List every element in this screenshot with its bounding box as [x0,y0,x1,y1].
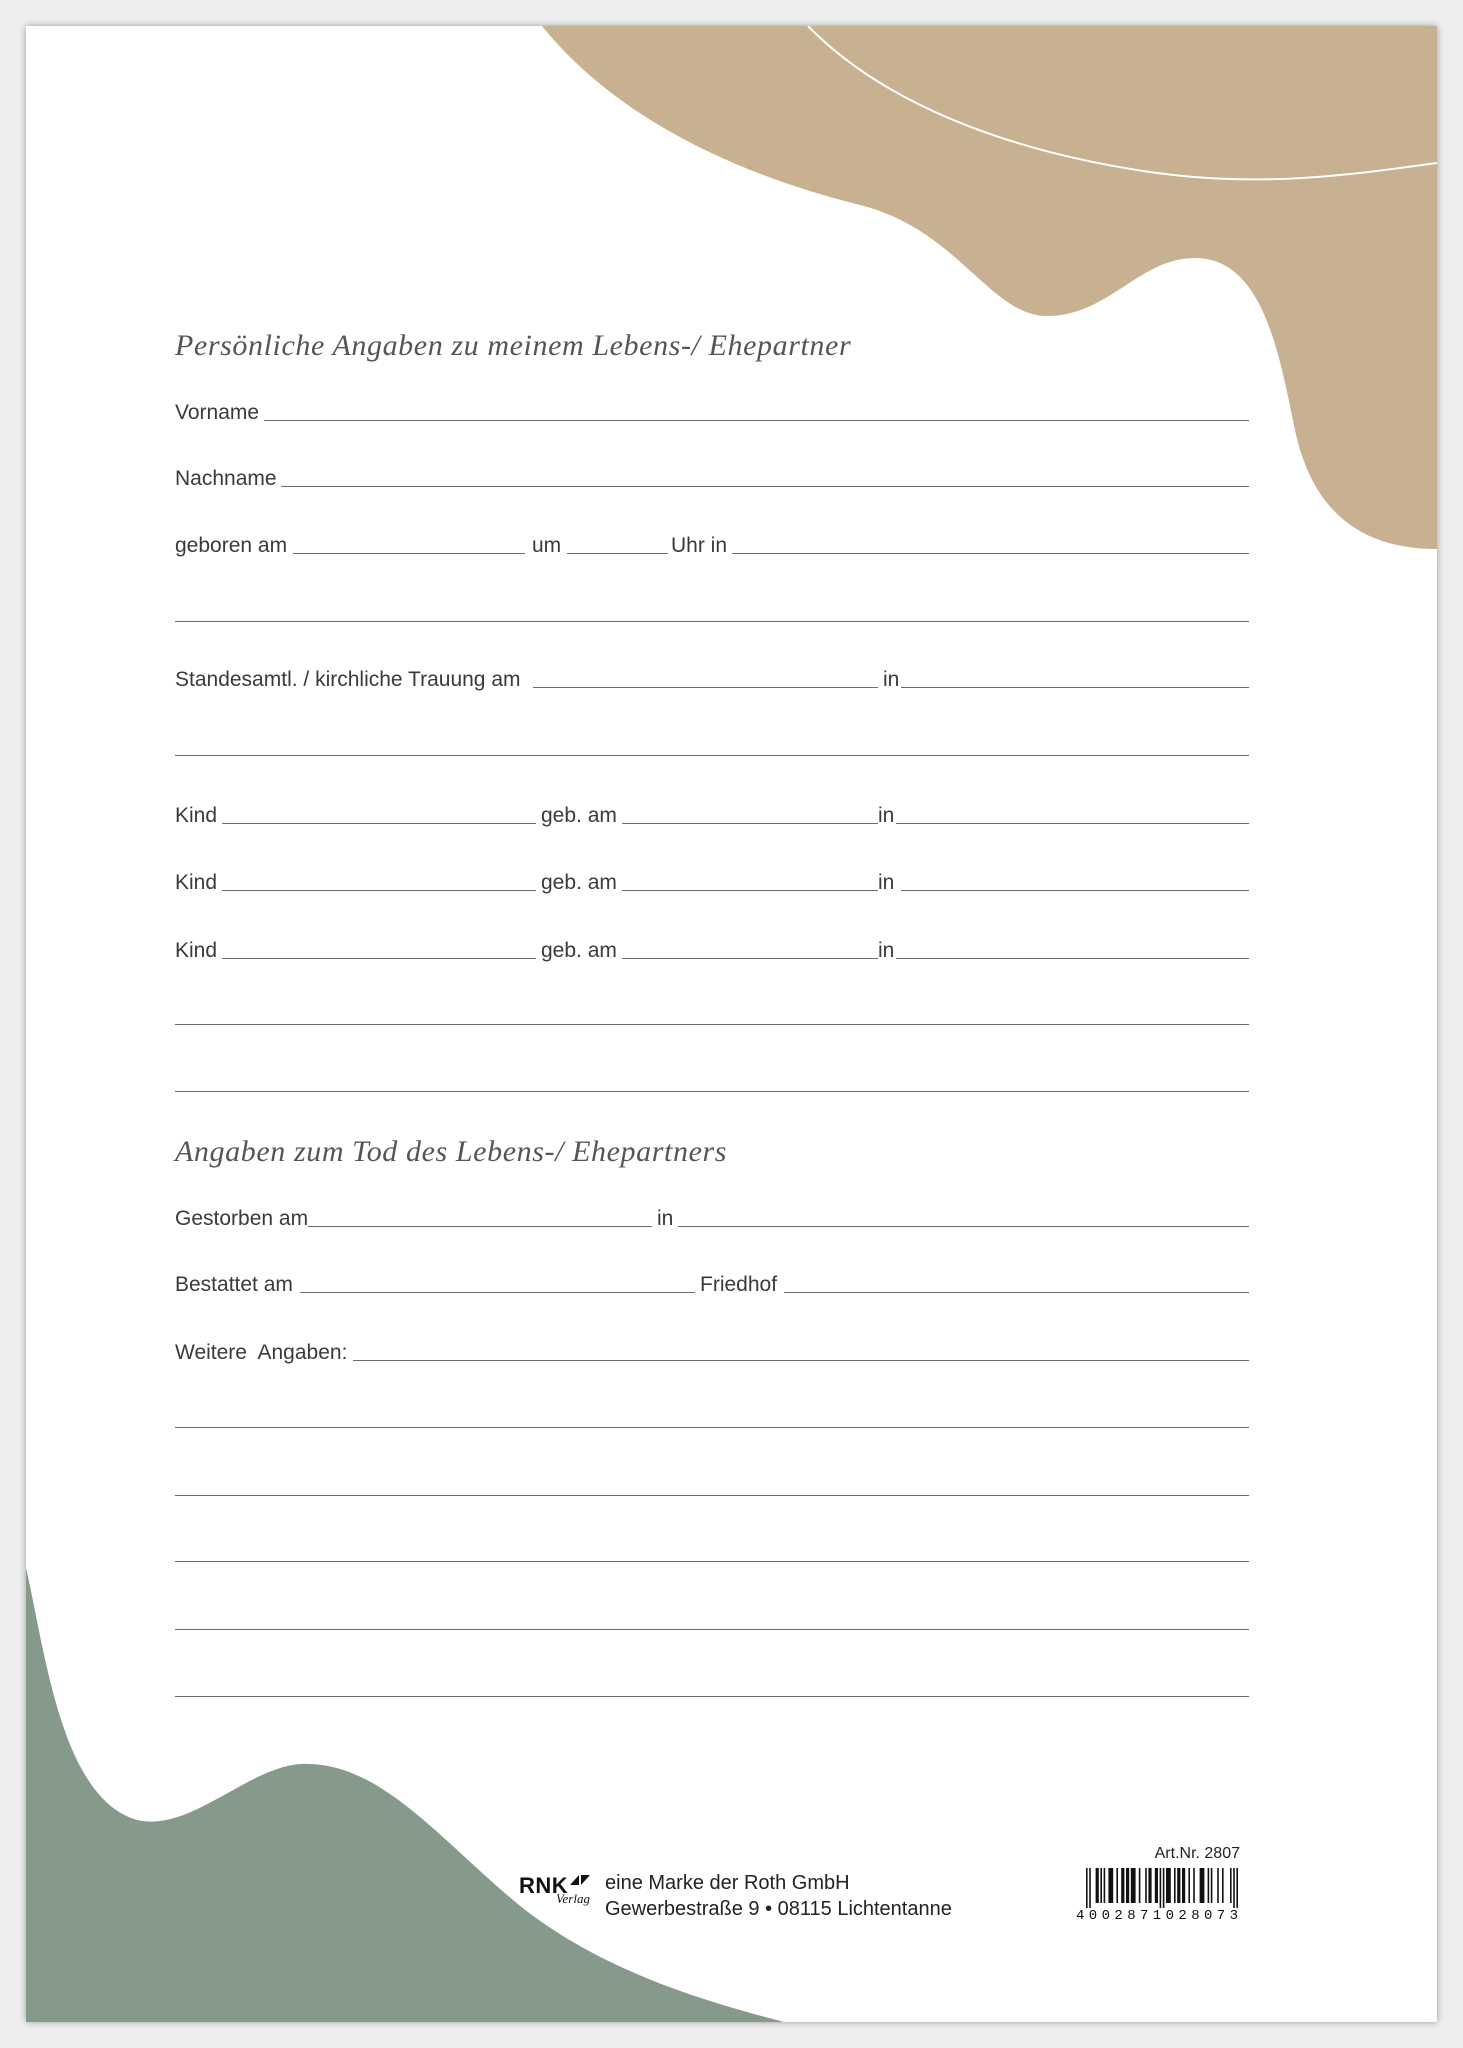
child-name-line [222,890,536,891]
wedding-label: Standesamtl. / kirchliche Trauung am [175,668,521,691]
born-time-in-label: Uhr in [671,534,728,557]
child-in-label: in [878,871,895,894]
last-name-label: Nachname [175,467,277,490]
child-place-line [896,958,1249,959]
further-info-label: Weitere Angaben: [175,1341,348,1364]
child-label: Kind [175,871,218,894]
wedding-in-label: in [883,668,900,691]
child-born-label: geb. am [541,871,617,894]
section-title-death: Angaben zum Tod des Lebens-/ Ehepartners [175,1135,728,1168]
blank-line [175,755,1249,756]
article-number: Art.Nr. 2807 [1154,1845,1240,1862]
child-born-line [622,890,878,891]
buried-label: Bestattet am [175,1273,293,1296]
blank-line [175,1495,1249,1496]
barcode-bars [1086,1868,1238,1908]
further-info-line [353,1360,1249,1361]
section-title-personal: Persönliche Angaben zu meinem Lebens-/ Ehepartner [175,329,852,362]
first-name-line [264,420,1249,421]
last-name-line [281,486,1249,487]
blank-line [175,1427,1249,1428]
buried-date-line [300,1292,695,1293]
child-name-line [222,958,536,959]
born-label: geboren am [175,534,288,557]
barcode-digits: 4002871028073 [1076,1908,1238,1922]
died-in-label: in [657,1207,674,1230]
first-name-label: Vorname [175,401,260,424]
born-time-line [567,553,668,554]
child-in-label: in [878,804,895,827]
died-place-line [678,1226,1249,1227]
child-name-line [222,823,536,824]
triangle-mark-icon [570,1875,590,1885]
died-label: Gestorben am [175,1207,309,1230]
child-label: Kind [175,804,218,827]
green-blob [26,1568,784,2022]
blank-line [175,1091,1249,1092]
cemetery-label: Friedhof [700,1273,778,1296]
barcode [1075,1868,1243,1922]
logo-text: RNK [519,1873,569,1898]
child-place-line [901,890,1249,891]
wedding-place-line [901,687,1249,688]
child-in-label: in [878,939,895,962]
blank-line [175,1024,1249,1025]
wedding-date-line [533,687,878,688]
blank-line [175,621,1249,622]
born-place-line [732,553,1249,554]
child-label: Kind [175,939,218,962]
born-at-label: um [532,534,562,557]
child-born-line [622,958,878,959]
child-born-label: geb. am [541,939,617,962]
cemetery-line [784,1292,1249,1293]
publisher-logo [519,1872,599,1912]
brand-line: eine Marke der Roth GmbH [605,1872,850,1894]
blank-line [175,1696,1249,1697]
logo-subtext: Verlag [556,1891,590,1906]
child-place-line [896,823,1249,824]
tan-blob [542,26,1437,549]
child-born-label: geb. am [541,804,617,827]
born-date-line [293,553,525,554]
child-born-line [622,823,878,824]
blank-line [175,1629,1249,1630]
died-date-line [308,1226,652,1227]
address-line: Gewerbestraße 9 • 08115 Lichtentanne [605,1898,952,1920]
blank-line [175,1561,1249,1562]
